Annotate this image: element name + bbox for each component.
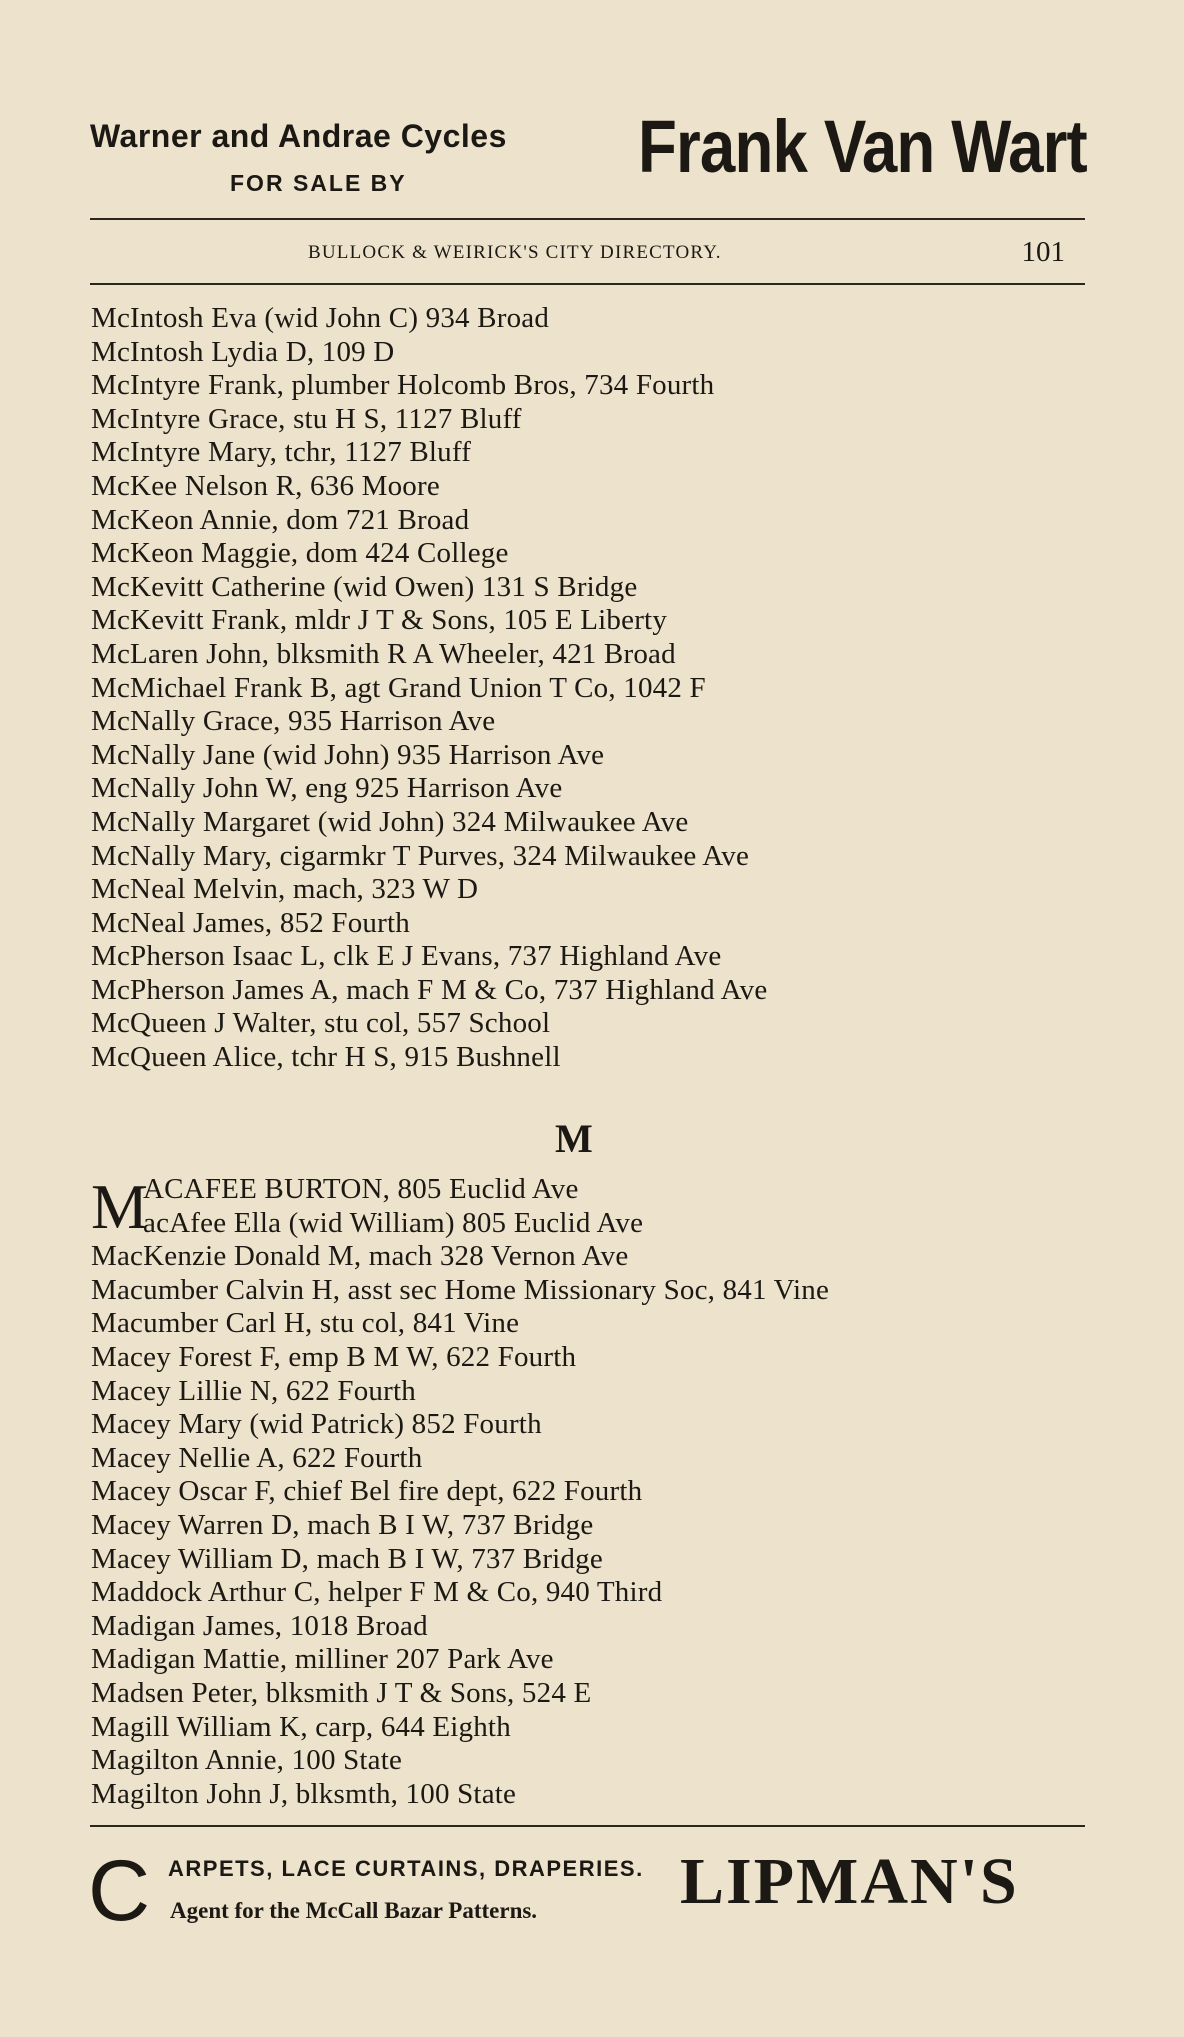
directory-entry: Macey Warren D, mach B I W, 737 Bridge xyxy=(91,1508,594,1541)
directory-entry: McNeal Melvin, mach, 323 W D xyxy=(91,873,479,906)
directory-entry: McPherson James A, mach F M & Co, 737 Highland Ave xyxy=(91,973,768,1006)
directory-entry: Madigan James, 1018 Broad xyxy=(91,1609,428,1642)
directory-entry: McNally Grace, 935 Harrison Ave xyxy=(91,705,496,738)
directory-entry: Macey William D, mach B I W, 737 Bridge xyxy=(91,1542,603,1575)
top-advertisement xyxy=(90,105,1090,212)
top-rule xyxy=(90,218,1085,220)
directory-entry: McKee Nelson R, 636 Moore xyxy=(91,469,440,502)
directory-entry: Madsen Peter, blksmith J T & Sons, 524 E xyxy=(91,1676,592,1709)
directory-entry: McKevitt Catherine (wid Owen) 131 S Bridge xyxy=(91,570,638,603)
directory-entry: Magilton John J, blksmth, 100 State xyxy=(91,1777,517,1810)
bottom-rule xyxy=(90,1825,1085,1827)
directory-entry: McNeal James, 852 Fourth xyxy=(91,906,410,939)
ad-dealer-name: Frank Van Wart xyxy=(638,105,1087,188)
directory-title: BULLOCK & WEIRICK'S CITY DIRECTORY. xyxy=(308,242,722,263)
directory-entry: McLaren John, blksmith R A Wheeler, 421 Broad xyxy=(91,637,676,670)
directory-entry: McKeon Maggie, dom 424 College xyxy=(91,537,509,570)
directory-entry: McPherson Isaac L, clk E J Evans, 737 Highland Ave xyxy=(91,940,722,973)
ad-agent-text: Agent for the McCall Bazar Patterns. xyxy=(170,1898,538,1923)
directory-entry: McIntosh Eva (wid John C) 934 Broad xyxy=(91,302,550,334)
m-entries-list xyxy=(91,1173,1101,1811)
directory-entry: McIntosh Lydia D, 109 D xyxy=(91,335,395,368)
directory-entry: Magill William K, carp, 644 Eighth xyxy=(91,1710,511,1743)
directory-entry: Macumber Calvin H, asst sec Home Missionary Soc, 841 Vine xyxy=(91,1273,830,1306)
directory-entry: McKevitt Frank, mldr J T & Sons, 105 E Liberty xyxy=(91,604,668,637)
ad-goods-text: ARPETS, LACE CURTAINS, DRAPERIES. xyxy=(168,1856,644,1881)
directory-entry: McIntyre Frank, plumber Holcomb Bros, 734 Fourth xyxy=(91,369,715,402)
directory-entry: McQueen J Walter, stu col, 557 School xyxy=(91,1007,551,1040)
ad-cycles-text: Warner and Andrae Cycles xyxy=(90,118,507,154)
directory-entry: MacKenzie Donald M, mach 328 Vernon Ave xyxy=(91,1240,629,1273)
running-header xyxy=(90,236,1085,272)
ad-store-name: LIPMAN'S xyxy=(680,1845,1019,1918)
directory-entry: McIntyre Grace, stu H S, 1127 Bluff xyxy=(91,402,522,435)
directory-entry: Macey Oscar F, chief Bel fire dept, 622 Fourth xyxy=(91,1475,643,1508)
directory-entry: Macey Mary (wid Patrick) 852 Fourth xyxy=(91,1408,542,1441)
directory-entry: Madigan Mattie, milliner 207 Park Ave xyxy=(91,1643,554,1676)
directory-entry: McQueen Alice, tchr H S, 915 Bushnell xyxy=(91,1041,561,1074)
directory-entry: McNally Margaret (wid John) 324 Milwaukee Ave xyxy=(91,805,689,838)
directory-entry: McKeon Annie, dom 721 Broad xyxy=(91,503,470,536)
directory-entry: Macey Lillie N, 622 Fourth xyxy=(91,1374,416,1407)
ad-initial-letter: C xyxy=(88,1843,151,1939)
directory-entry: acAfee Ella (wid William) 805 Euclid Ave xyxy=(143,1206,644,1239)
directory-entry: ACAFEE BURTON, 805 Euclid Ave xyxy=(143,1173,579,1205)
directory-entry: McMichael Frank B, agt Grand Union T Co, 1042 F xyxy=(91,671,706,704)
directory-entry: McNally John W, eng 925 Harrison Ave xyxy=(91,772,563,805)
ad-for-sale-text: FOR SALE BY xyxy=(230,170,407,196)
mc-entries-list xyxy=(91,302,1091,1075)
directory-entry: Macumber Carl H, stu col, 841 Vine xyxy=(91,1307,520,1340)
directory-entry: Macey Forest F, emp B M W, 622 Fourth xyxy=(91,1340,577,1373)
directory-entry: Magilton Annie, 100 State xyxy=(91,1744,403,1777)
header-rule xyxy=(90,283,1085,285)
directory-entry: McIntyre Mary, tchr, 1127 Bluff xyxy=(91,436,472,469)
directory-entry: McNally Jane (wid John) 935 Harrison Ave xyxy=(91,738,605,771)
drop-cap: M xyxy=(91,1171,148,1242)
section-letter: M xyxy=(555,1116,591,1161)
bottom-advertisement xyxy=(90,1838,1090,1948)
directory-entry: Macey Nellie A, 622 Fourth xyxy=(91,1441,423,1474)
page-number: 101 xyxy=(1021,236,1065,268)
directory-entry: McNally Mary, cigarmkr T Purves, 324 Milwaukee Ave xyxy=(91,839,750,872)
directory-entry: Maddock Arthur C, helper F M & Co, 940 Third xyxy=(91,1576,663,1609)
